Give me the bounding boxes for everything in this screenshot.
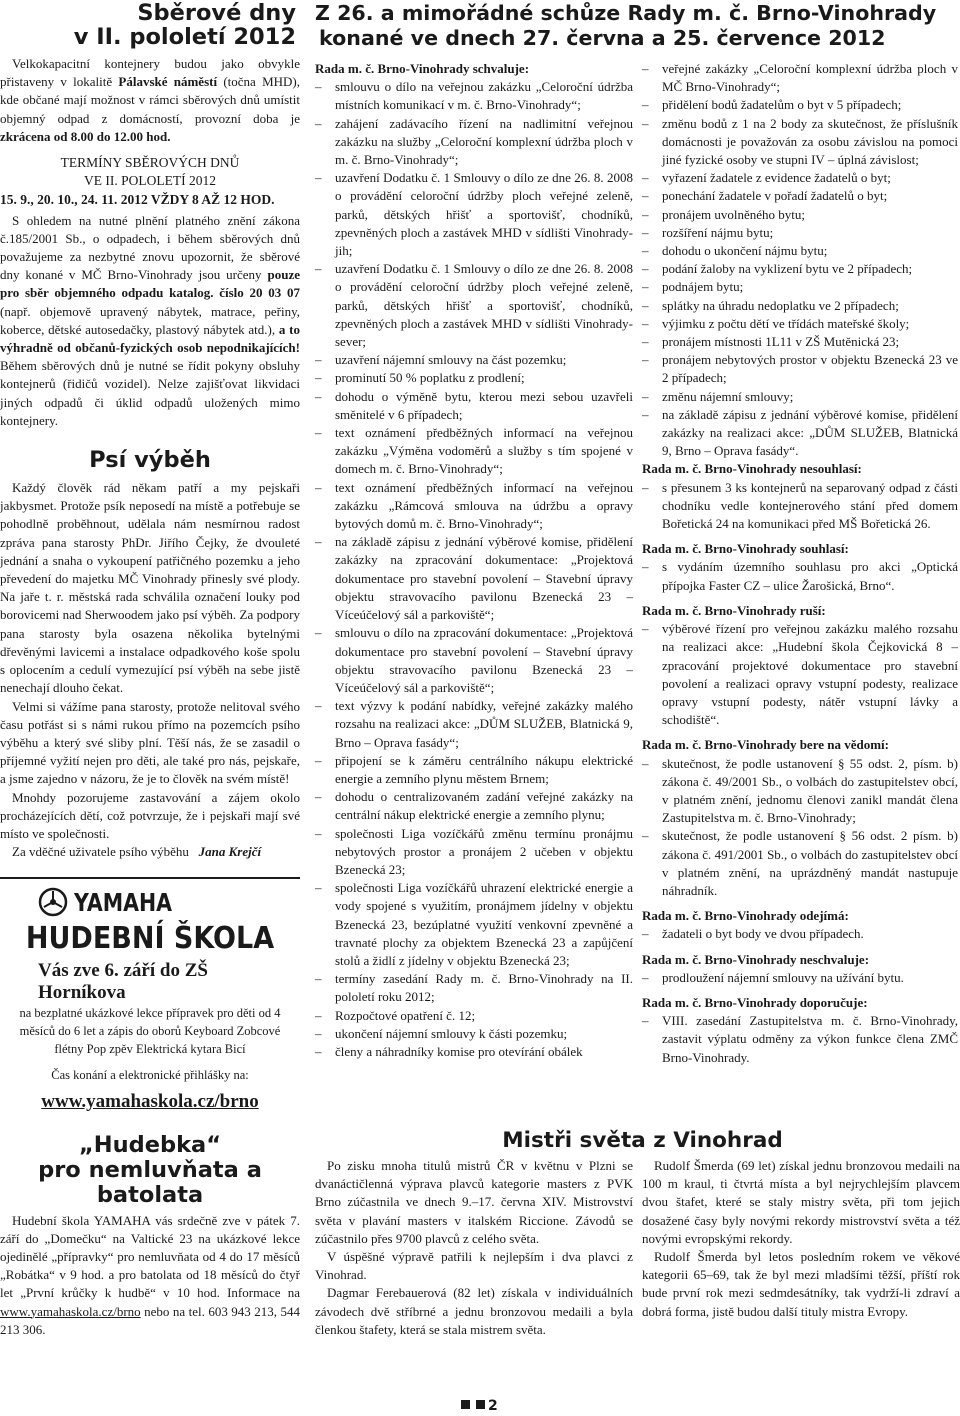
psi-vybeh-signature xyxy=(0,843,300,861)
text-run: Během sběrových dnů je nutné se řídit pokyny obsluhy kontejnerů (řidičů vozidel). Nelze zajišťovat likvidaci jiných odpadů či úklid odpadů uložených mimo kontejnery. xyxy=(0,358,300,428)
article-paragraph: Po zisku mnoha titulů mistrů ČR v květnu v Plzni se dvanáctičlenná výprava plavců kategorie masters z PVK Brno zúčastnila ve dnech 9.–17. června XIV. Mistrovství světa v plavání masters v italském Riccione. Závodů se zúčastnilo přes 9700 plavců z celého světa. xyxy=(315,1158,633,1246)
resolution-heading: Rada m. č. Brno-Vinohrady doporučuje: xyxy=(642,994,868,1010)
text-run: S ohledem na nutné plnění platného znění zákona č.185/2001 Sb., o odpadech, i během sběrových dnů považujeme za nezbytné znovu upozornit, že sběrové dny konané v MČ Brno-Vinohrady jsou určeny xyxy=(0,212,300,283)
sberove-dny-notice xyxy=(0,212,300,430)
article-column xyxy=(315,1157,633,1339)
left-column xyxy=(0,0,300,1339)
resolution-item: – pronájem nebytových prostor v objektu Bzenecká 23 ve 2 případech; xyxy=(642,351,958,387)
resolution-item: – Rozpočtové opatření č. 12; xyxy=(315,1007,633,1025)
resolution-item: – žadateli o byt body ve dvou případech. xyxy=(642,925,958,943)
resolution-heading: Rada m. č. Brno-Vinohrady neschvaluje: xyxy=(642,951,870,967)
resolution-item: – prodloužení nájemní smlouvy na užívání bytu. xyxy=(642,969,958,987)
yamaha-wordmark: YAMAHA xyxy=(74,887,173,917)
resolution-item: – společnosti Liga vozíčkářů změnu termínu pronájmu nebytových prostor a pronájem 2 učeben v objektu Bzenecká 23; xyxy=(315,825,633,880)
resolution-heading: Rada m. č. Brno-Vinohrady nesouhlasí: xyxy=(642,461,862,477)
title-line: pro nemluvňata a batolata xyxy=(38,1156,262,1208)
text-run: pouze pro sběr objemného odpadu katalog. číslo 20 03 07 xyxy=(0,267,300,301)
title-line: Sběrové dny xyxy=(137,0,296,26)
resolution-item: – pronájem uvolněného bytu; xyxy=(642,206,958,224)
resolution-list xyxy=(642,620,958,729)
title-line: konané ve dnech 27. června a 25. července 2012 xyxy=(319,26,886,50)
resolution-heading: Rada m. č. Brno-Vinohrady souhlasí: xyxy=(642,541,849,557)
resolution-item: – zahájení zadávacího řízení na nadlimitní veřejnou zakázku na služby „Celoroční komplexní údržba ploch v m. č. Brno-Vinohrady“; xyxy=(315,115,633,170)
resolution-item: – vyřazení žadatele z evidence žadatelů o byt; xyxy=(642,169,958,187)
hudebka-title xyxy=(0,1133,300,1208)
schvaluje-heading: Rada m. č. Brno-Vinohrady schvaluje: xyxy=(315,61,530,76)
ad-description: na bezplatné ukázkové lekce přípravek pro děti od 4 měsíců do 6 let a zápis do oborů Keyboard Zobcové flétny Pop zpěv Elektrická kytara Bicí xyxy=(19,1006,281,1057)
yamaha-advert xyxy=(0,877,300,1112)
resolution-item: – smlouvu o dílo na veřejnou zakázku „Celoroční údržba místních komunikací v m. č. Brno-Vinohrady“; xyxy=(315,78,633,114)
resolution-heading: Rada m. č. Brno-Vinohrady bere na vědomí: xyxy=(642,737,889,753)
title-line: Z 26. a mimořádné schůze Rady m. č. Brno-Vinohrady xyxy=(315,1,937,25)
article-column xyxy=(642,1157,960,1339)
schvaluje-list xyxy=(315,78,633,1061)
yamaha-url-link[interactable]: www.yamahaskola.cz/brno xyxy=(41,1090,259,1112)
article-paragraph: Rudolf Šmerda byl letos posledním rokem ve věkové kategorii 65–69, tak že byl mezi mladšími těžší, příští rok bude první rok mezi sedmdesátníky, tak vydrží-li zdraví a dobrá forma, jistě budou další tituly mistra Evropy. xyxy=(642,1249,960,1319)
ad-registration-note: Čas konání a elektronické přihlášky na: xyxy=(51,1068,249,1083)
article-paragraph: Rudolf Šmerda (69 let) získal jednu bronzovou medaili na 100 m kraul, ti čtvrtá místa a byl nejrychlejším plavcem dvou štafet, které se staly mistry světa, při tom jejich dosažené časy byly novými rekordy mistrovství světa a též novými evropskými rekordy. xyxy=(642,1158,960,1246)
rada-resolutions xyxy=(642,460,958,1066)
resolution-item: – skutečnost, že podle ustanovení § 55 odst. 2, písm. b) zákona č. 49/2001 Sb., o volbách do zastupitelstev obcí, v platném znění, jednomu členovi zanikl mandát člena Zastupitelstva m. č. Brno-Vinohrady; xyxy=(642,755,958,828)
resolution-item: – na základě zápisu z jednání výběrové komise, přidělení zakázky na realizaci akce: „DŮM SLUŽEB, Blatnická 9, Brno – Oprava fasády“. xyxy=(642,406,958,461)
resolution-list xyxy=(642,479,958,534)
hudebni-skola-heading: HUDEBNÍ ŠKOLA xyxy=(25,921,275,957)
resolution-item: – dohodu o ukončení nájmu bytu; xyxy=(642,242,958,260)
resolution-item: – připojení se k záměru centrálního nákupu elektrické energie a zemního plynu městem Brnem; xyxy=(315,752,633,788)
page-number-value: 2 xyxy=(488,1398,498,1414)
yamaha-tuning-forks-icon xyxy=(38,887,68,917)
text-run: VE II. POLOLETÍ 2012 xyxy=(84,173,216,189)
mistri-sveta-title: Mistři světa z Vinohrad xyxy=(502,1128,783,1153)
hudebka-text xyxy=(0,1212,300,1339)
text-run: TERMÍNY SBĚROVÝCH DNŮ xyxy=(60,155,240,171)
resolution-item: – členy a náhradníky komise pro otevírání obálek xyxy=(315,1043,633,1061)
text-run: (např. objemově upravený nábytek, matrace, peřiny, koberce, dětské autosedačky, plastový nábytek atd.), xyxy=(0,303,300,337)
resolution-item: – VIII. zasedání Zastupitelstva m. č. Brno-Vinohrady, zastavit výplatu odměny za výkon funkce člena ZMČ Brno-Vinohrady. xyxy=(642,1012,958,1067)
resolution-item: – text výzvy k podání nabídky, veřejné zakázky malého rozsahu na realizaci akce: „DŮM SLUŽEB, Blatnická 9, Brno – Oprava fasády“; xyxy=(315,697,633,752)
resolution-item: – výjimku z počtu dětí ve třídách mateřské školy; xyxy=(642,315,958,333)
text-run: a to výhradně od občanů-fyzických osob nepodnikajících! xyxy=(0,321,300,356)
resolution-item: – uzavření Dodatku č. 1 Smlouvy o dílo ze dne 26. 8. 2008 o provádění celoroční údržby ploch veřejné zeleně, parků, dětských hřišť a sportovišť, chodníků, zpevněných ploch a zastávek MHD v sídlišti Vinohrady-jih; xyxy=(315,169,633,260)
resolution-item: – dohodu o centralizovaném zadání veřejné zakázky na centrální nákup elektrické energie a zemního plynu; xyxy=(315,788,633,824)
resolution-item: – společnosti Liga vozíčkářů uhrazení elektrické energie a vody spojené s využitím, pronájmem jídelny v objektu Bzenecká 23, bezúplatné využití venkovní zpevněné a travnaté plochy za objektem Bzenecká 23 a zapůjčení stolů a židlí z jídelny v objektu Bzenecká 23; xyxy=(315,879,633,970)
resolution-item: – podání žaloby na vyklizení bytu ve 2 případech; xyxy=(642,260,958,278)
resolution-item: – dohodu o výměně bytu, kterou mezi sebou uzavřeli směnitelé v 6 případech; xyxy=(315,388,633,424)
resolution-heading: Rada m. č. Brno-Vinohrady ruší: xyxy=(642,602,826,618)
resolution-item: – veřejné zakázky „Celoroční komplexní údržba ploch v MČ Brno-Vinohrady“; xyxy=(642,60,958,96)
psi-vybeh-title: Psí výběh xyxy=(89,447,211,474)
resolution-list xyxy=(642,558,958,594)
resolution-item: – uzavření nájemní smlouvy na část pozemku; xyxy=(315,351,633,369)
article-paragraph: V úspěšné výpravě patřili k nejlepším i dva plavci z Vinohrad. xyxy=(315,1249,633,1283)
resolution-item: – pronájem místnosti 1L11 v ZŠ Mutěnická 23; xyxy=(642,333,958,351)
resolution-item: – splátky na úhradu nedoplatku ve 2 případech; xyxy=(642,297,958,315)
resolution-list xyxy=(642,969,958,987)
sberove-dny-intro xyxy=(0,55,300,146)
resolution-item: – podnájem bytu; xyxy=(642,278,958,296)
author-name: Jana Krejčí xyxy=(198,844,262,860)
title-line: „Hudebka“ xyxy=(78,1131,222,1158)
square-bullet-icon xyxy=(461,1400,470,1409)
mistri-sveta-article xyxy=(315,1128,960,1339)
resolution-list xyxy=(642,925,958,943)
resolution-item: – smlouvu o dílo na zpracování dokumentace: „Projektová dokumentace pro stavební povolení – Stavební úpravy objektu stravovacího pavilonu Bzenecká 23 – Víceúčelový sál a parkoviště“; xyxy=(315,624,633,697)
text-run: Hudební škola YAMAHA vás srdečně zve v pátek 7. září do „Domečku“ na Valtické 23 na ukázkové lekce ojedinělé „přípravky“ pro nemluvňata od 4 do 17 měsíců „Robátka“ v 9 hod. a pro batolata od 18 měsíců do čtyř let „První krůčky k hudbě“ v 10 hod. Informace na xyxy=(0,1212,300,1301)
text-run: Za vděčné uživatele psího výběhu xyxy=(12,844,189,860)
hudebka-url-link[interactable]: www.yamahaskola.cz/brno xyxy=(0,1303,141,1319)
psi-vybeh-paragraph: Každý člověk rád někam patří a my pejskaři jakbysmet. Protože psík neposedí na místě a potřebuje se pohodlně proběhnout, udělala nám nesmírnou radost zpráva pana starosty PhDr. Jiřího Čejky, že dvouleté jednání a snaha o vykoupení patřičného pozemku a jeho převedení do majetku MČ Vinohrady přinesly své plody. Na jaře t. r. městská rada schválila označení louky pod borovicemi nad Sherwoodem jako psí výběh. Za podpory pana starosty byla osazena několika bytelnými dřevěnými lavicemi a instalace odpadkového koše spolu s oplocením a cedulí vymezující psí výběh na sebe jistě nenechají dlouho čekat. xyxy=(0,480,300,696)
resolution-item: – změnu nájemní smlouvy; xyxy=(642,388,958,406)
text-run: Velkokapacitní kontejnery budou jako obvykle přistaveny v lokalitě xyxy=(0,56,300,90)
resolution-item: – ponechání žadatele v pořadí žadatelů o byt; xyxy=(642,187,958,205)
resolution-item: – text oznámení předběžných informací na veřejnou zakázku „Rámcová smlouva na údržbu a opravy bytových domů m. č. Brno-Vinohrady“; xyxy=(315,479,633,534)
resolution-item: – výběrové řízení pro veřejnou zakázku malého rozsahu na realizaci akce: „Hudební škola Čejkovická 8 – zpracování projektové dokumentace pro stavební povolení a realizaci opravy vstupní podesty, realizace opravy vstupní podesty, nátěr vstupní lávky a schodiště“. xyxy=(642,620,958,729)
resolution-item: – rozšíření nájmu bytu; xyxy=(642,224,958,242)
resolution-item: – prominutí 50 % poplatku z prodlení; xyxy=(315,369,633,387)
invite-heading: Vás zve 6. září do ZŠ Horníkova xyxy=(38,960,208,1004)
psi-vybeh-paragraph: Velmi si vážíme pana starosty, protože nelitoval svého času potřást si s námi rukou přímo na pozemcích psího výběhu a který své sliby plní. Těší nás, že se zasadil o příjemné vyžití nejen pro děti, ale také pro nás, pejskaře, a jsme zajedno v názoru, že je to člověk na svém místě! xyxy=(0,698,300,787)
right-column xyxy=(642,0,958,1067)
resolution-item: – text oznámení předběžných informací na veřejnou zakázku „Výměna vodoměrů a služby s tím spojené v domech m. č. Brno-Vinohrady“; xyxy=(315,424,633,479)
psi-vybeh-paragraph: Mnohdy pozorujeme zastavování a zájem okolo procházejících dětí, což potvrzuje, že i pejskaři mají své místo ve společnosti. xyxy=(0,789,300,841)
resolution-item: – přidělení bodů žadatelům o byt v 5 případech; xyxy=(642,96,958,114)
rada-title xyxy=(315,1,937,51)
square-bullet-icon xyxy=(476,1400,485,1409)
text-run: zkrácena od 8.00 do 12.00 hod. xyxy=(0,128,171,144)
resolution-item: – změnu bodů z 1 na 2 body za skutečnost, že příslušník domácnosti je považován za osobu závislou na pomoci jiné fyzické osoby ve stupni IV – úplná závislost; xyxy=(642,115,958,170)
resolution-heading: Rada m. č. Brno-Vinohrady odejímá: xyxy=(642,908,849,924)
schvaluje-list-continued xyxy=(642,60,958,460)
resolution-item: – termíny zasedání Rady m. č. Brno-Vinohrady na II. pololetí roku 2012; xyxy=(315,970,633,1006)
resolution-item: – uzavření Dodatku č. 1 Smlouvy o dílo ze dne 26. 8. 2008 o provádění celoroční údržby ploch veřejné zeleně, parků, dětských hřišť a sportovišť, chodníků, zpevněných ploch a zastávek MHD v sídlišti Vinohrady-sever; xyxy=(315,260,633,351)
text-run: nebo na tel. 603 943 213, 544 213 306. xyxy=(0,1303,300,1337)
resolution-item: – na základě zápisu z jednání výběrové komise, přidělení zakázky na zpracování dokumentace: „Projektová dokumentace pro stavební povolení – Stavební úpravy objektu stravovacího pavilonu Bzenecká 23 – Víceúčelový sál a parkoviště“; xyxy=(315,533,633,624)
sberove-dny-title xyxy=(0,1,300,49)
resolution-list xyxy=(642,1012,958,1067)
title-line: v II. pololetí 2012 xyxy=(73,24,296,50)
resolution-item: – s přesunem 3 ks kontejnerů na separovaný odpad z části chodníku vedle kontejnerového stání před domem Bořetická 24 na komunikaci před MŠ Bořetická 26. xyxy=(642,479,958,534)
terms-dates: 15. 9., 20. 10., 24. 11. 2012 VŽDY 8 AŽ 12 HOD. xyxy=(0,192,275,208)
resolution-list xyxy=(642,755,958,901)
yamaha-logo xyxy=(0,885,300,919)
resolution-item: – ukončení nájemní smlouvy k části pozemku; xyxy=(315,1025,633,1043)
article-paragraph: Dagmar Ferebauerová (82 let) získala v individuálních závodech dvě stříbrné a jednu bronzovou medaili a byla členkou štafety, která se stala mistrem světa. xyxy=(315,1285,633,1337)
text-run: (točna MHD), kde občané mají možnost v rámci sběrových dnů umístit objemný odpad z domácností, provozní doba je xyxy=(0,74,300,126)
resolution-item: – s vydáním územního souhlasu pro akci „Optická přípojka Faster CZ – ulice Žarošická, Brno“. xyxy=(642,558,958,594)
resolution-item: – skutečnost, že podle ustanovení § 56 odst. 2 písm. b) zákona č. 491/2001 Sb., o volbách do zastupitelstev obcí v platném znění, na uprázdněný mandát nastupuje náhradník. xyxy=(642,827,958,900)
terms-heading xyxy=(0,154,300,190)
page-number xyxy=(458,1398,498,1414)
text-run: Pálavské náměstí xyxy=(118,74,218,90)
